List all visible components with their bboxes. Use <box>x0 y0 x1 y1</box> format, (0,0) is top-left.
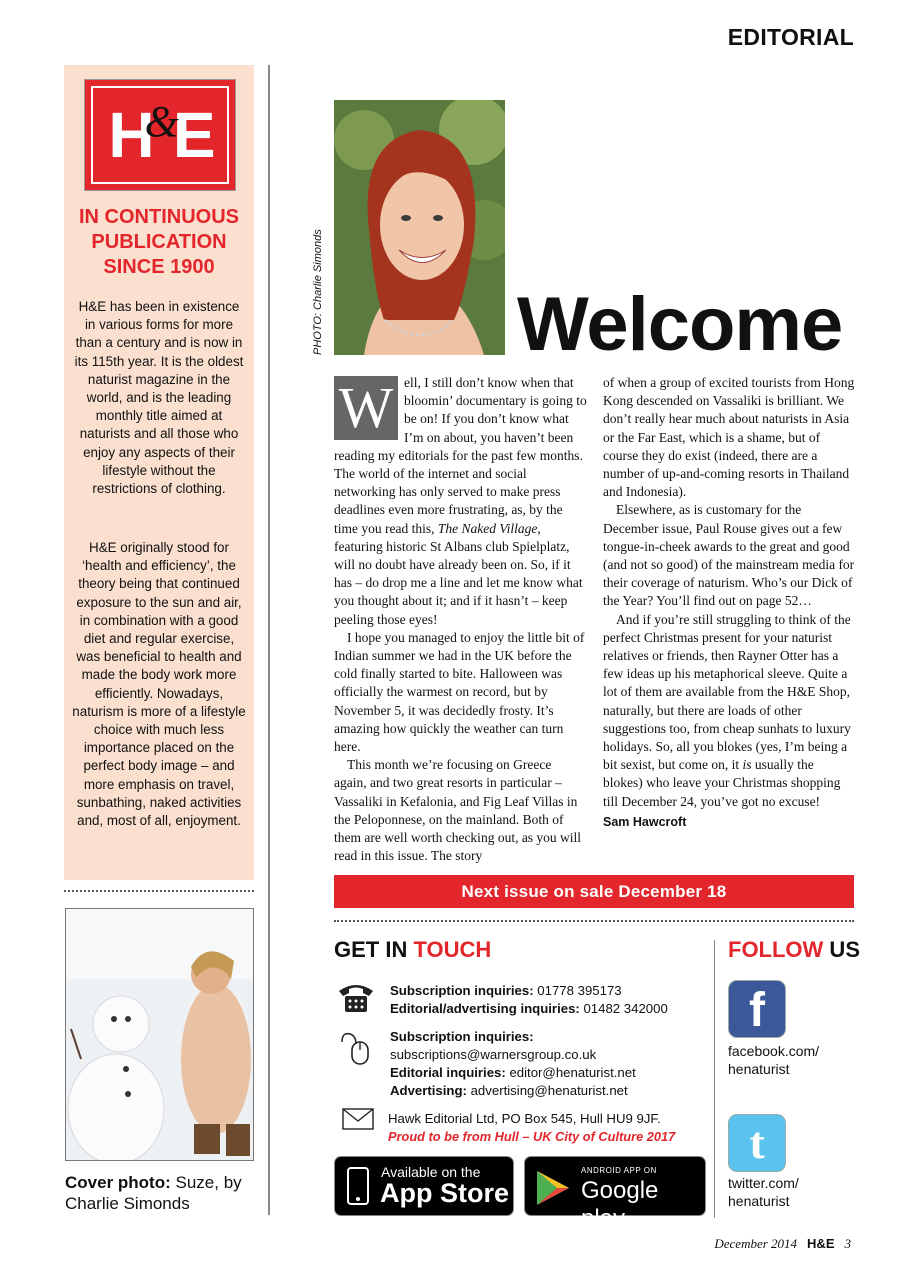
editorial-email[interactable]: editor@henaturist.net <box>505 1065 636 1080</box>
subscription-email[interactable]: subscriptions@warnersgroup.co.uk <box>390 1047 597 1062</box>
page-number: 3 <box>844 1236 851 1251</box>
sidebar-paragraph-1: H&E has been in existence in various forms for more than a century and is now in its 115th year. It is the oldest naturist magazine in the world, and is the leading monthly title aimed at naturists and all those who enjoy any aspects of their lifestyle without the restrictions of clothing. <box>74 299 244 497</box>
cover-photo <box>65 908 254 1161</box>
cover-caption: Cover photo: Suze, by Charlie Simonds <box>65 1173 242 1213</box>
follow-us-heading: FOLLOW US <box>728 937 860 962</box>
banner-divider <box>334 920 854 922</box>
phone-contacts: Subscription inquiries: 01778 395173 Editorial/advertising inquiries: 01482 342000 <box>390 983 668 1016</box>
column-divider <box>268 65 270 1215</box>
sidebar <box>64 65 254 880</box>
email-contacts: Subscription inquiries: subscriptions@warnersgroup.co.uk Editorial inquiries: editor@henaturist.net Advertising: advertising@henaturist.net <box>390 1028 710 1100</box>
article-column-1: W ell, I still don’t know when that bloomin’ documentary is going to be on! If you don’t know what I’m on about, you haven’t been reading my editorials for the past few months. The world of the internet and social networking has only served to make press deadlines even more frustrating, as, by the time you read this, The Naked Village, featuring historic St Albans club Spielplatz, will no doubt have already been on. So, if it has – do drop me a line and let me know what you thought about it; and if it hasn’t – keep peeling those eyes! I hope you managed to enjoy the little bit of Indian summer we had in the UK before the cold finally started to bite. Halloween was officially the warmest on record, but by November 5, it was decidedly frosty. It’s amazing how quickly the weather can turn here. This month we’re focusing on Greece again, and two great resorts in particular – Vassaliki in Kefalonia, and Fig Leaf Villas in the Peloponnese, on the mainland. Both of them are well worth checking out, as you will read in this issue. The story <box>334 375 587 864</box>
mouse-icon <box>340 1030 372 1071</box>
headline: Welcome <box>517 282 843 367</box>
page-footer <box>714 1236 851 1252</box>
telephone-icon <box>336 981 376 1020</box>
google-play-badge[interactable]: ANDROID APP ON Google play <box>524 1156 706 1216</box>
facebook-link[interactable]: facebook.com/ henaturist <box>728 1043 820 1077</box>
sidebar-paragraph-2: H&E originally stood for ‘health and efficiency’, the theory being that continued exposure to the sun and air, in combination with a good diet and regular exercise, was beneficial to health and made the body work more efficiently. Nowadays, naturism is more of a lifestyle choice with much less importance placed on the perfect body image – and more emphasis on travel, sunbathing, naked activities and, most of all, enjoyment. <box>72 540 246 829</box>
envelope-icon <box>342 1108 374 1135</box>
editor-portrait <box>334 100 505 355</box>
hull-tagline: Proud to be from Hull – UK City of Culture 2017 <box>388 1129 676 1144</box>
postal-address: Hawk Editorial Ltd, PO Box 545, Hull HU9 9JF. <box>388 1111 661 1126</box>
advertising-email[interactable]: advertising@henaturist.net <box>466 1083 628 1098</box>
he-logo <box>84 79 236 191</box>
facebook-icon[interactable]: f <box>728 980 786 1038</box>
twitter-link[interactable]: twitter.com/ henaturist <box>728 1175 799 1209</box>
twitter-icon[interactable]: t <box>728 1114 786 1172</box>
photo-credit: PHOTO: Charlie Simonds <box>312 229 324 355</box>
article-column-2: of when a group of excited tourists from Hong Kong descended on Vassaliki is brilliant. We don’t really hear much about naturists in Asia or the Far East, which is a shame, but of course they do exist (indeed, there are a number of up-and-coming resorts in Thailand and Indonesia). Elsewhere, as is customary for the December issue, Paul Rouse gives out a few tongue-in-cheek awards to the great and good (and not so good) of the mainstream media for their coverage of naturism. Who’s our Dick of the Year? You’ll find out on page 52… And if you’re still struggling to think of the perfect Christmas present for your naturist relatives or friends, then Rayner Otter has a few ideas up his metaphorical sleeve. Quite a lot of them are available from the H&E Shop, naturally, but there are loads of other suggestions too, from cheap sunhats to luxury holidays. So, all you blokes (yes, I’m being a bit sexist, but come on, it is usually the blokes) who leave your Christmas shopping till December 24, you’ve got no excuse! Sam Hawcroft <box>603 374 855 831</box>
follow-divider <box>714 940 715 1218</box>
get-in-touch-heading: GET IN TOUCH <box>334 937 492 962</box>
logo-letter-e: E <box>172 99 212 171</box>
logo-ampersand: & <box>144 96 179 146</box>
signature: Sam Hawcroft <box>603 814 687 829</box>
drop-cap: W <box>334 376 398 440</box>
publication-title: IN CONTINUOUS PUBLICATION SINCE 1900 <box>79 206 239 278</box>
issue-date: December 2014 <box>714 1236 798 1251</box>
next-issue-banner: Next issue on sale December 18 <box>334 875 854 908</box>
sidebar-divider <box>64 890 254 892</box>
section-label: EDITORIAL <box>727 24 854 50</box>
play-icon <box>535 1169 571 1207</box>
logo-letter-h: H <box>108 99 151 171</box>
phone-icon <box>347 1167 369 1205</box>
footer-brand: H&E <box>807 1236 835 1251</box>
app-store-badge[interactable]: Available on the App Store <box>334 1156 514 1216</box>
